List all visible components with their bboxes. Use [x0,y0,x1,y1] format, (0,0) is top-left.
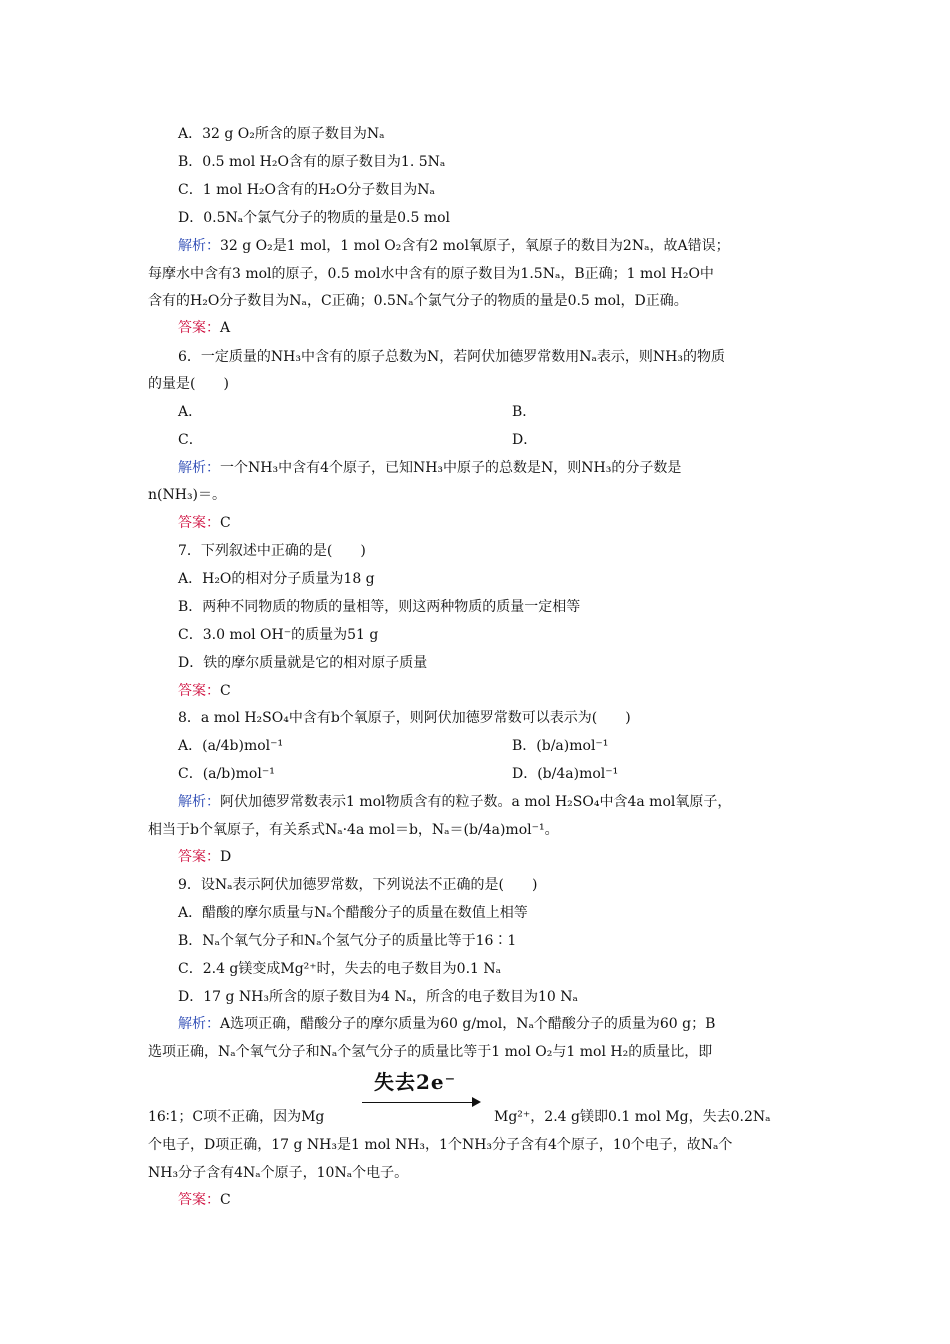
q5-analysis-line-3: 含有的H₂O分子数目为Nₐ，C正确；0.5Nₐ个氯气分子的物质的量是0.5 mol，D正确。 [148,293,688,309]
q9-analysis-line-5: NH₃分子含有4Nₐ个原子，10Nₐ个电子。 [148,1165,409,1181]
q7-option-b: B．两种不同物质的物质的量相等，则这两种物质的质量一定相等 [178,599,581,615]
q8-option-c: C．(a/b)mol⁻¹ [178,766,275,782]
q8-analysis-line-2: 相当于b个氧原子，有关系式Nₐ·4a mol＝b，Nₐ＝(b/4a)mol⁻¹。 [148,822,559,838]
q5-answer: 答案：A [178,320,231,336]
q8-option-d: D．(b/4a)mol⁻¹ [512,766,619,782]
q7-option-c: C．3.0 mol OH⁻的质量为51 g [178,627,379,643]
arrow-head-icon [472,1097,481,1107]
q9-option-b: B．Nₐ个氧气分子和Nₐ个氢气分子的质量比等于16∶1 [178,933,517,949]
q5-option-d: D．0.5Nₐ个氯气分子的物质的量是0.5 mol [178,210,451,226]
q9-answer: 答案：C [178,1192,231,1208]
answer-label: 答案： [178,683,220,699]
analysis-label: 解析： [178,794,220,810]
analysis-label: 解析： [178,238,220,254]
q7-answer: 答案：C [178,683,231,699]
q5-option-b: B．0.5 mol H₂O含有的原子数目为1. 5Nₐ [178,154,446,170]
q6-stem-line-1: 6．一定质量的NH₃中含有的原子总数为N，若阿伏加德罗常数用Nₐ表示，则NH₃的物质 [178,349,725,365]
analysis-label: 解析： [178,460,220,476]
q5-analysis-line-1: 解析：32 g O₂是1 mol，1 mol O₂含有2 mol氧原子，氧原子的数目为2Nₐ，故A错误； [178,238,730,254]
q6-option-a: A． [178,404,203,420]
q9-analysis-line-4: 个电子，D项正确，17 g NH₃是1 mol NH₃，1个NH₃分子含有4个原子，10个电子，故Nₐ个 [148,1137,733,1153]
q7-option-a: A．H₂O的相对分子质量为18 g [178,571,375,587]
q8-option-a: A．(a/4b)mol⁻¹ [178,738,284,754]
q7-stem: 7．下列叙述中正确的是( ) [178,543,366,559]
q5-option-c: C．1 mol H₂O含有的H₂O分子数目为Nₐ [178,182,435,198]
arrow-line [362,1102,478,1103]
q6-option-c: C． [178,432,203,448]
answer-label: 答案： [178,320,220,336]
q9-analysis-line-2: 选项正确，Nₐ个氧气分子和Nₐ个氢气分子的质量比等于1 mol O₂与1 mol H₂的质量比，即 [148,1044,713,1060]
q5-analysis-line-2: 每摩水中含有3 mol的原子，0.5 mol水中含有的原子数目为1.5Nₐ，B正确；1 mol H₂O中 [148,266,714,282]
q6-analysis-line-1: 解析：一个NH₃中含有4个原子，已知NH₃中原子的总数是N，则NH₃的分子数是 [178,460,682,476]
answer-label: 答案： [178,515,220,531]
answer-label: 答案： [178,1192,220,1208]
q9-option-d: D．17 g NH₃所含的原子数目为4 Nₐ，所含的电子数目为10 Nₐ [178,989,578,1005]
q9-option-c: C．2.4 g镁变成Mg²⁺时，失去的电子数目为0.1 Nₐ [178,961,502,977]
q6-stem-line-2: 的量是( ) [148,376,229,392]
q9-analysis-line-3b: Mg²⁺，2.4 g镁即0.1 mol Mg，失去0.2Nₐ [494,1109,771,1125]
electron-transfer-arrow [362,1066,482,1110]
q8-option-b: B．(b/a)mol⁻¹ [512,738,609,754]
q9-analysis-line-3a: 16∶1；C项不正确，因为Mg [148,1109,325,1125]
q6-option-b: B． [512,404,537,420]
q8-stem: 8．a mol H₂SO₄中含有b个氧原子，则阿伏加德罗常数可以表示为( ) [178,710,631,726]
answer-label: 答案： [178,849,220,865]
q9-analysis-line-1: 解析：A选项正确，醋酸分子的摩尔质量为60 g/mol，Nₐ个醋酸分子的质量为60 g；B [178,1016,716,1032]
q5-option-a: A．32 g O₂所含的原子数目为Nₐ [178,126,385,142]
analysis-label: 解析： [178,1016,220,1032]
q6-answer: 答案：C [178,515,231,531]
q8-answer: 答案：D [178,849,232,865]
q8-analysis-line-1: 解析：阿伏加德罗常数表示1 mol物质含有的粒子数。a mol H₂SO₄中含4a mol氧原子， [178,794,732,810]
q7-option-d: D．铁的摩尔质量就是它的相对原子质量 [178,655,428,671]
q9-option-a: A．醋酸的摩尔质量与Nₐ个醋酸分子的质量在数值上相等 [178,905,528,921]
q9-stem: 9．设Nₐ表示阿伏加德罗常数，下列说法不正确的是( ) [178,877,538,893]
q6-option-d: D． [512,432,538,448]
q6-analysis-line-2: n(NH₃)＝。 [148,487,227,503]
arrow-label: 失去2e⁻ [374,1070,457,1094]
